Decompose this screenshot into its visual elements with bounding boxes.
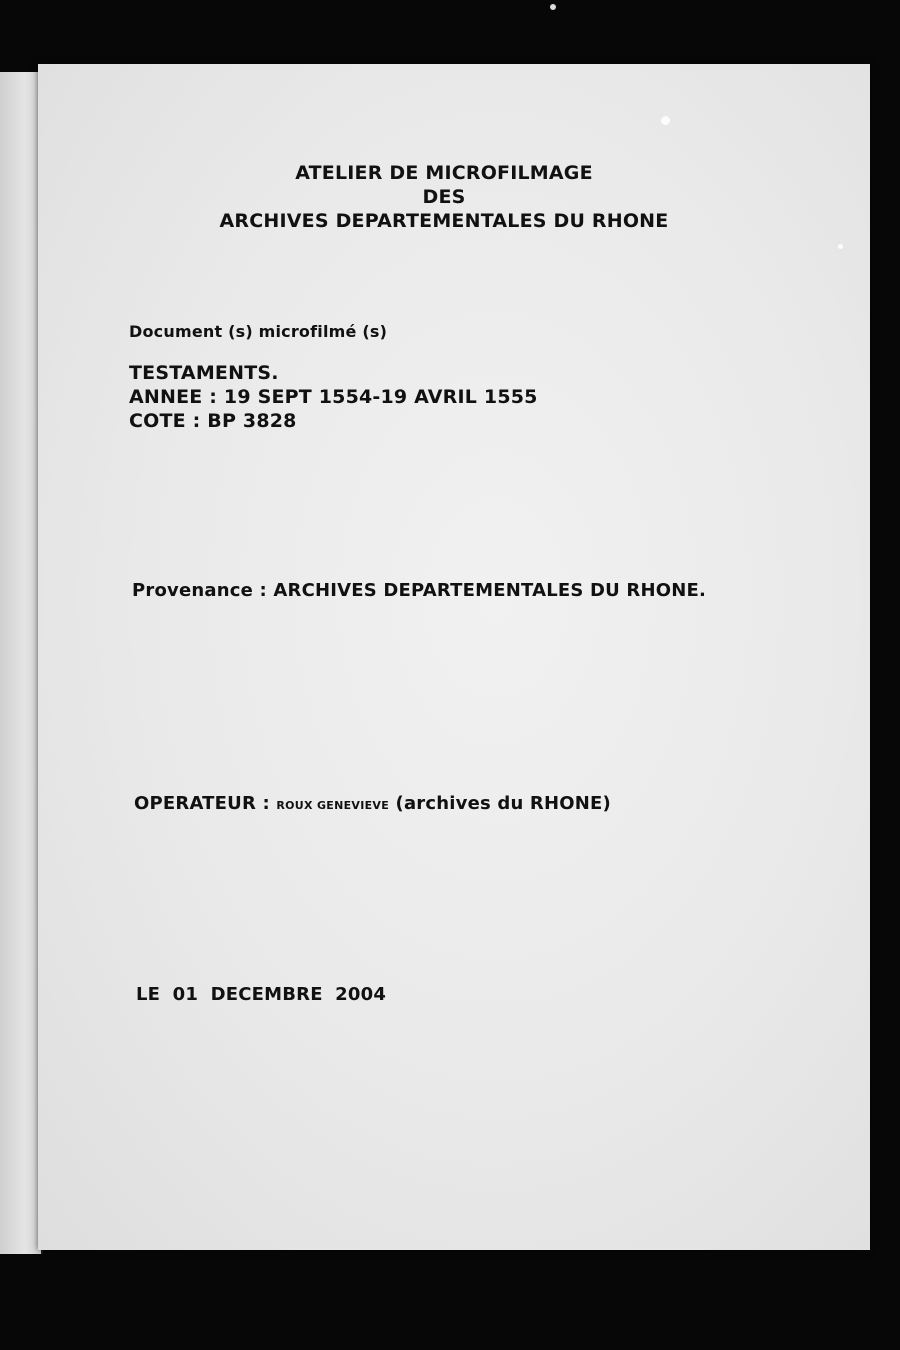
previous-sheet-edge bbox=[0, 72, 43, 1254]
header-line-3: ARCHIVES DEPARTEMENTALES DU RHONE bbox=[219, 210, 669, 232]
document-label: Document (s) microfilmé (s) bbox=[129, 322, 388, 341]
year-value: 19 SEPT 1554-19 AVRIL 1555 bbox=[223, 386, 538, 408]
dust-speck bbox=[838, 244, 843, 249]
date-year: 2004 bbox=[335, 984, 387, 1005]
cote-value: BP 3828 bbox=[207, 410, 297, 432]
year-label: ANNEE : bbox=[129, 386, 218, 408]
document-title: TESTAMENTS. bbox=[129, 362, 279, 384]
year-line bbox=[129, 386, 538, 408]
cote-line bbox=[129, 410, 297, 432]
header-line-1: ATELIER DE MICROFILMAGE bbox=[295, 162, 593, 184]
date-line bbox=[136, 984, 386, 1005]
cote-label: COTE : bbox=[129, 410, 201, 432]
date-month: DECEMBRE bbox=[210, 984, 323, 1005]
operator-name: ROUX GENEVIEVE bbox=[276, 799, 390, 812]
header-line-2: DES bbox=[422, 186, 466, 208]
operator-label: OPERATEUR : bbox=[134, 793, 270, 814]
target-sheet bbox=[38, 64, 870, 1250]
provenance-label: Provenance : bbox=[132, 580, 267, 601]
operator-org: (archives du RHONE) bbox=[395, 793, 611, 814]
provenance-value: ARCHIVES DEPARTEMENTALES DU RHONE. bbox=[273, 580, 707, 601]
provenance-line bbox=[132, 580, 706, 601]
operator-line bbox=[134, 793, 611, 814]
date-prefix: LE bbox=[136, 984, 161, 1005]
dust-speck bbox=[661, 116, 670, 125]
dust-speck bbox=[550, 4, 556, 10]
date-day: 01 bbox=[172, 984, 199, 1005]
